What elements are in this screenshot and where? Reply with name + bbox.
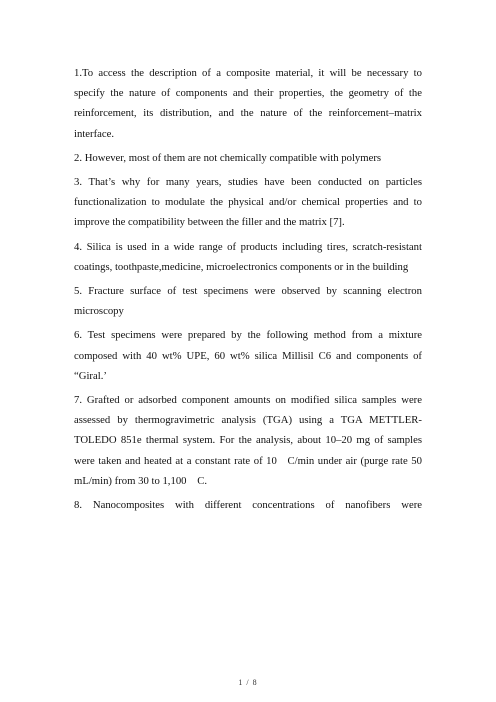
paragraph-3: 3. That’s why for many years, studies have been conducted on particles functionalization to modulate the physical and/or chemical properties and to improve the compatibility between the filler and the matrix [7]. [74, 176, 422, 229]
paragraph-5: 5. Fracture surface of test specimens were observed by scanning electron microscopy [74, 285, 422, 318]
page-number: 1 / 8 [238, 678, 258, 687]
paragraph-8: 8. Nanocomposites with different concentrations of nanofibers were [74, 499, 422, 512]
paragraph-4: 4. Silica is used in a wide range of products including tires, scratch-resistant coatings, toothpaste,medicine, microelectronics components or in the building [74, 240, 422, 273]
paragraph-2: 2. However, most of them are not chemically compatible with polymers [74, 151, 382, 164]
paragraph-7: 7. Grafted or adsorbed component amounts on modified silica samples were assessed by thermogravimetric analysis (TGA) using a TGA METTLER-TOLEDO 851e thermal system. For the analysis, about 10–20 mg of samples were taken and heated at a constant rate of 10 C/min under air (purge rate 50 mL/min) from 30 to 1,100 C. [74, 394, 422, 487]
paragraph-1: 1.To access the description of a composite material, it will be necessary to specify the nature of components and their properties, the geometry of the reinforcement, its distribution, and the nature of the reinforcement–matrix interface. [74, 67, 422, 140]
document-body [74, 63, 422, 519]
paragraph-6: 6. Test specimens were prepared by the following method from a mixture composed with 40 wt% UPE, 60 wt% silica Millisil C6 and components of “Giral.’ [74, 329, 422, 382]
